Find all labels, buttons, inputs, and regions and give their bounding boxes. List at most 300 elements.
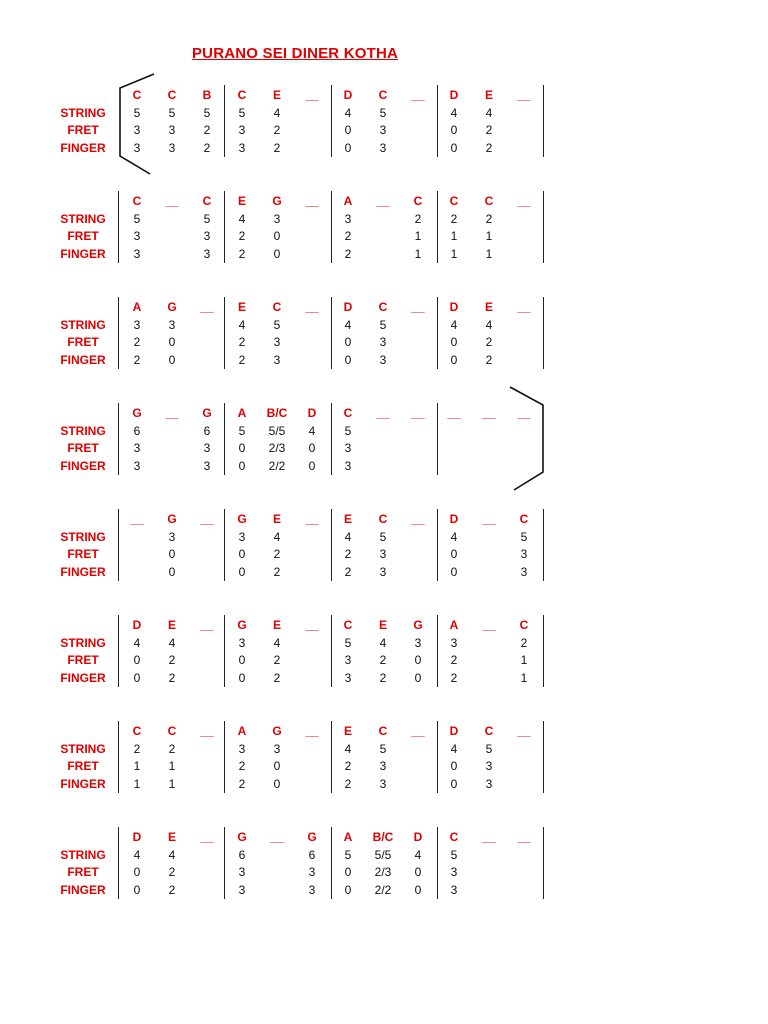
note-cell: C bbox=[519, 512, 529, 526]
row-label-string: STRING bbox=[60, 530, 106, 544]
string-cell: 5 bbox=[379, 742, 387, 756]
fret-cell: 2 bbox=[168, 653, 176, 667]
fret-cell: 2 bbox=[238, 229, 246, 243]
note-cell: E bbox=[484, 88, 493, 102]
string-cell: 3 bbox=[273, 212, 281, 226]
note-cell: E bbox=[343, 512, 352, 526]
finger-cell: 3 bbox=[133, 247, 141, 261]
string-cell: 2 bbox=[133, 742, 141, 756]
note-cell: G bbox=[237, 618, 247, 632]
finger-cell: 1 bbox=[450, 247, 458, 261]
note-cell: C bbox=[132, 724, 142, 738]
note-cell: C bbox=[343, 618, 353, 632]
row-label-fret: FRET bbox=[67, 865, 99, 879]
finger-cell: 2 bbox=[485, 141, 493, 155]
string-cell: 3 bbox=[238, 742, 246, 756]
note-cell: C bbox=[237, 88, 247, 102]
note-cell: __ bbox=[482, 830, 496, 844]
string-cell: 4 bbox=[379, 636, 387, 650]
note-cell: A bbox=[237, 724, 247, 738]
finger-cell: 0 bbox=[133, 883, 141, 897]
note-cell: E bbox=[237, 194, 246, 208]
note-cell: A bbox=[237, 406, 247, 420]
finger-cell: 3 bbox=[344, 459, 352, 473]
tab-system bbox=[0, 530, 768, 685]
fret-cell: 2 bbox=[273, 123, 281, 137]
string-cell: 4 bbox=[273, 530, 281, 544]
row-label-finger: FINGER bbox=[60, 671, 106, 685]
fret-cell: 2 bbox=[379, 653, 387, 667]
note-cell: __ bbox=[517, 88, 531, 102]
fret-cell: 0 bbox=[308, 441, 316, 455]
finger-cell: 0 bbox=[344, 353, 352, 367]
note-cell: __ bbox=[376, 406, 390, 420]
fret-cell: 2/3 bbox=[374, 865, 392, 879]
finger-cell: 2/2 bbox=[374, 883, 392, 897]
fret-cell: 3 bbox=[344, 653, 352, 667]
fret-cell: 0 bbox=[238, 653, 246, 667]
string-cell: 3 bbox=[344, 212, 352, 226]
finger-cell: 0 bbox=[238, 565, 246, 579]
finger-cell: 0 bbox=[344, 141, 352, 155]
finger-cell: 2 bbox=[273, 141, 281, 155]
string-cell: 4 bbox=[450, 318, 458, 332]
string-cell: 3 bbox=[168, 530, 176, 544]
fret-cell: 1 bbox=[485, 229, 493, 243]
tab-system bbox=[0, 318, 768, 473]
note-cell: __ bbox=[482, 512, 496, 526]
note-cell: C bbox=[343, 406, 353, 420]
string-cell: 4 bbox=[344, 742, 352, 756]
note-cell: C bbox=[449, 194, 459, 208]
note-cell: __ bbox=[200, 724, 214, 738]
row-label-string: STRING bbox=[60, 636, 106, 650]
finger-cell: 0 bbox=[414, 883, 422, 897]
string-cell: 6 bbox=[133, 424, 141, 438]
row-label-finger: FINGER bbox=[60, 247, 106, 261]
fret-cell: 2 bbox=[450, 653, 458, 667]
note-cell: A bbox=[343, 830, 353, 844]
string-cell: 5 bbox=[379, 106, 387, 120]
fret-cell: 3 bbox=[379, 335, 387, 349]
string-cell: 6 bbox=[203, 424, 211, 438]
fret-cell: 2 bbox=[485, 335, 493, 349]
row-label-fret: FRET bbox=[67, 229, 99, 243]
row-label-finger: FINGER bbox=[60, 141, 106, 155]
note-cell: __ bbox=[517, 406, 531, 420]
finger-cell: 2 bbox=[238, 247, 246, 261]
string-cell: 4 bbox=[485, 106, 493, 120]
finger-cell: 3 bbox=[450, 883, 458, 897]
note-cell: C bbox=[132, 88, 142, 102]
note-cell: C bbox=[378, 88, 388, 102]
note-cell: __ bbox=[270, 830, 284, 844]
fret-cell: 2 bbox=[203, 123, 211, 137]
note-cell: G bbox=[413, 618, 423, 632]
string-cell: 4 bbox=[238, 318, 246, 332]
string-cell: 4 bbox=[133, 848, 141, 862]
finger-cell: 1 bbox=[485, 247, 493, 261]
note-cell: B/C bbox=[266, 406, 288, 420]
finger-cell: 2 bbox=[203, 141, 211, 155]
string-cell: 4 bbox=[450, 106, 458, 120]
fret-cell: 1 bbox=[520, 653, 528, 667]
fret-cell: 1 bbox=[168, 759, 176, 773]
finger-cell: 0 bbox=[273, 777, 281, 791]
string-cell: 3 bbox=[238, 530, 246, 544]
note-cell: E bbox=[343, 724, 352, 738]
fret-cell: 0 bbox=[450, 759, 458, 773]
fret-cell: 0 bbox=[450, 335, 458, 349]
finger-cell: 0 bbox=[344, 883, 352, 897]
finger-cell: 2 bbox=[168, 883, 176, 897]
row-label-finger: FINGER bbox=[60, 883, 106, 897]
note-cell: G bbox=[167, 512, 177, 526]
finger-cell: 2 bbox=[344, 565, 352, 579]
finger-cell: 0 bbox=[238, 671, 246, 685]
note-cell: C bbox=[519, 618, 529, 632]
fret-cell: 2 bbox=[273, 547, 281, 561]
finger-cell: 3 bbox=[379, 777, 387, 791]
note-cell: E bbox=[167, 830, 176, 844]
string-cell: 4 bbox=[168, 636, 176, 650]
note-cell: __ bbox=[517, 724, 531, 738]
row-label-fret: FRET bbox=[67, 759, 99, 773]
note-cell: D bbox=[343, 88, 353, 102]
note-cell: __ bbox=[305, 300, 319, 314]
string-cell: 5 bbox=[203, 106, 211, 120]
note-cell: E bbox=[272, 512, 281, 526]
note-cell: D bbox=[307, 406, 317, 420]
string-cell: 2 bbox=[168, 742, 176, 756]
note-cell: D bbox=[132, 618, 142, 632]
finger-cell: 3 bbox=[133, 141, 141, 155]
fret-cell: 3 bbox=[379, 547, 387, 561]
fret-cell: 0 bbox=[344, 123, 352, 137]
finger-cell: 3 bbox=[344, 671, 352, 685]
finger-cell: 3 bbox=[203, 247, 211, 261]
fret-cell: 0 bbox=[273, 759, 281, 773]
finger-cell: 2 bbox=[344, 777, 352, 791]
note-cell: C bbox=[378, 724, 388, 738]
row-label-finger: FINGER bbox=[60, 459, 106, 473]
note-cell: __ bbox=[411, 300, 425, 314]
finger-cell: 1 bbox=[414, 247, 422, 261]
fret-cell: 3 bbox=[520, 547, 528, 561]
row-label-string: STRING bbox=[60, 106, 106, 120]
finger-cell: 0 bbox=[273, 247, 281, 261]
note-cell: __ bbox=[305, 724, 319, 738]
finger-cell: 3 bbox=[379, 353, 387, 367]
page-title: PURANO SEI DINER KOTHA bbox=[191, 45, 399, 62]
finger-cell: 0 bbox=[450, 141, 458, 155]
string-cell: 3 bbox=[273, 742, 281, 756]
finger-cell: 2 bbox=[238, 353, 246, 367]
fret-cell: 0 bbox=[168, 335, 176, 349]
finger-cell: 0 bbox=[168, 565, 176, 579]
note-cell: C bbox=[167, 88, 177, 102]
finger-cell: 2 bbox=[238, 777, 246, 791]
fret-cell: 3 bbox=[133, 123, 141, 137]
note-cell: __ bbox=[200, 830, 214, 844]
note-cell: __ bbox=[130, 512, 144, 526]
note-cell: __ bbox=[305, 88, 319, 102]
row-label-string: STRING bbox=[60, 742, 106, 756]
note-cell: C bbox=[202, 194, 212, 208]
fret-cell: 3 bbox=[203, 441, 211, 455]
fret-cell: 0 bbox=[238, 547, 246, 561]
finger-cell: 2 bbox=[168, 671, 176, 685]
string-cell: 5 bbox=[133, 212, 141, 226]
string-cell: 2 bbox=[414, 212, 422, 226]
string-cell: 4 bbox=[344, 530, 352, 544]
note-cell: E bbox=[167, 618, 176, 632]
fret-cell: 2 bbox=[238, 759, 246, 773]
fret-cell: 0 bbox=[273, 229, 281, 243]
finger-cell: 2 bbox=[379, 671, 387, 685]
string-cell: 4 bbox=[168, 848, 176, 862]
fret-cell: 2 bbox=[133, 335, 141, 349]
string-cell: 4 bbox=[344, 106, 352, 120]
fret-cell: 3 bbox=[238, 123, 246, 137]
note-cell: __ bbox=[482, 406, 496, 420]
row-label-string: STRING bbox=[60, 318, 106, 332]
finger-cell: 0 bbox=[133, 671, 141, 685]
fret-cell: 1 bbox=[414, 229, 422, 243]
fret-cell: 3 bbox=[203, 229, 211, 243]
string-cell: 5 bbox=[379, 318, 387, 332]
fret-cell: 3 bbox=[168, 123, 176, 137]
string-cell: 5 bbox=[133, 106, 141, 120]
string-cell: 5 bbox=[273, 318, 281, 332]
note-cell: D bbox=[343, 300, 353, 314]
note-cell: __ bbox=[200, 512, 214, 526]
fret-cell: 3 bbox=[485, 759, 493, 773]
note-cell: G bbox=[132, 406, 142, 420]
bar-line bbox=[543, 827, 544, 899]
string-cell: 4 bbox=[414, 848, 422, 862]
string-cell: 5 bbox=[450, 848, 458, 862]
finger-cell: 0 bbox=[450, 565, 458, 579]
string-cell: 6 bbox=[308, 848, 316, 862]
note-cell: A bbox=[132, 300, 142, 314]
string-cell: 4 bbox=[273, 106, 281, 120]
finger-cell: 3 bbox=[133, 459, 141, 473]
tab-system bbox=[0, 0, 768, 155]
note-cell: C bbox=[167, 724, 177, 738]
fret-cell: 2 bbox=[344, 547, 352, 561]
fret-cell: 1 bbox=[450, 229, 458, 243]
string-cell: 5 bbox=[379, 530, 387, 544]
fret-cell: 3 bbox=[308, 865, 316, 879]
finger-cell: 1 bbox=[133, 777, 141, 791]
note-cell: C bbox=[449, 830, 459, 844]
fret-cell: 2 bbox=[344, 759, 352, 773]
note-cell: D bbox=[449, 512, 459, 526]
finger-cell: 3 bbox=[238, 141, 246, 155]
fret-cell: 2 bbox=[485, 123, 493, 137]
bar-line bbox=[118, 827, 119, 899]
row-label-string: STRING bbox=[60, 848, 106, 862]
finger-cell: 3 bbox=[308, 883, 316, 897]
note-cell: __ bbox=[517, 194, 531, 208]
row-label-fret: FRET bbox=[67, 653, 99, 667]
note-cell: __ bbox=[411, 512, 425, 526]
finger-cell: 3 bbox=[520, 565, 528, 579]
string-cell: 4 bbox=[485, 318, 493, 332]
note-cell: D bbox=[449, 88, 459, 102]
string-cell: 5/5 bbox=[268, 424, 286, 438]
string-cell: 5 bbox=[344, 848, 352, 862]
string-cell: 6 bbox=[238, 848, 246, 862]
string-cell: 3 bbox=[450, 636, 458, 650]
string-cell: 5 bbox=[485, 742, 493, 756]
note-cell: G bbox=[237, 512, 247, 526]
fret-cell: 3 bbox=[238, 865, 246, 879]
note-cell: E bbox=[378, 618, 387, 632]
note-cell: C bbox=[378, 512, 388, 526]
finger-cell: 3 bbox=[203, 459, 211, 473]
note-cell: E bbox=[237, 300, 246, 314]
note-cell: G bbox=[237, 830, 247, 844]
string-cell: 4 bbox=[238, 212, 246, 226]
row-label-fret: FRET bbox=[67, 335, 99, 349]
string-cell: 4 bbox=[450, 742, 458, 756]
string-cell: 3 bbox=[414, 636, 422, 650]
note-cell: __ bbox=[165, 406, 179, 420]
row-label-fret: FRET bbox=[67, 547, 99, 561]
string-cell: 2 bbox=[520, 636, 528, 650]
fret-cell: 3 bbox=[344, 441, 352, 455]
row-label-fret: FRET bbox=[67, 123, 99, 137]
fret-cell: 0 bbox=[414, 865, 422, 879]
note-cell: D bbox=[449, 724, 459, 738]
note-cell: __ bbox=[305, 194, 319, 208]
fret-cell: 2 bbox=[168, 865, 176, 879]
fret-cell: 0 bbox=[450, 547, 458, 561]
string-cell: 3 bbox=[168, 318, 176, 332]
fret-cell: 1 bbox=[133, 759, 141, 773]
note-cell: D bbox=[132, 830, 142, 844]
note-cell: G bbox=[202, 406, 212, 420]
string-cell: 5 bbox=[238, 106, 246, 120]
tab-system bbox=[0, 636, 768, 791]
string-cell: 4 bbox=[273, 636, 281, 650]
fret-cell: 0 bbox=[344, 865, 352, 879]
fret-cell: 3 bbox=[133, 441, 141, 455]
note-cell: C bbox=[272, 300, 282, 314]
finger-cell: 3 bbox=[379, 141, 387, 155]
note-cell: C bbox=[378, 300, 388, 314]
string-cell: 4 bbox=[450, 530, 458, 544]
note-cell: __ bbox=[482, 618, 496, 632]
finger-cell: 2 bbox=[485, 353, 493, 367]
finger-cell: 3 bbox=[238, 883, 246, 897]
finger-cell: 1 bbox=[520, 671, 528, 685]
note-cell: __ bbox=[517, 300, 531, 314]
finger-cell: 3 bbox=[273, 353, 281, 367]
string-cell: 4 bbox=[308, 424, 316, 438]
note-cell: E bbox=[272, 618, 281, 632]
note-cell: __ bbox=[200, 300, 214, 314]
note-cell: C bbox=[413, 194, 423, 208]
fret-cell: 3 bbox=[379, 759, 387, 773]
fret-cell: 2 bbox=[273, 653, 281, 667]
fret-cell: 0 bbox=[450, 123, 458, 137]
string-cell: 5/5 bbox=[374, 848, 392, 862]
note-cell: C bbox=[132, 194, 142, 208]
finger-cell: 0 bbox=[450, 777, 458, 791]
finger-cell: 0 bbox=[450, 353, 458, 367]
tab-system bbox=[0, 424, 768, 579]
fret-cell: 0 bbox=[344, 335, 352, 349]
row-label-fret: FRET bbox=[67, 441, 99, 455]
fret-cell: 3 bbox=[133, 229, 141, 243]
string-cell: 5 bbox=[203, 212, 211, 226]
tab-system bbox=[0, 106, 768, 261]
note-cell: __ bbox=[376, 194, 390, 208]
string-cell: 5 bbox=[520, 530, 528, 544]
string-cell: 3 bbox=[238, 636, 246, 650]
note-cell: G bbox=[307, 830, 317, 844]
note-cell: A bbox=[343, 194, 353, 208]
row-label-string: STRING bbox=[60, 424, 106, 438]
finger-cell: 3 bbox=[485, 777, 493, 791]
note-cell: A bbox=[449, 618, 459, 632]
fret-cell: 3 bbox=[273, 335, 281, 349]
string-cell: 3 bbox=[133, 318, 141, 332]
finger-cell: 2 bbox=[133, 353, 141, 367]
note-cell: __ bbox=[305, 512, 319, 526]
finger-cell: 2 bbox=[450, 671, 458, 685]
finger-cell: 3 bbox=[168, 141, 176, 155]
finger-cell: 0 bbox=[308, 459, 316, 473]
fret-cell: 0 bbox=[238, 441, 246, 455]
note-cell: __ bbox=[305, 618, 319, 632]
note-cell: C bbox=[484, 724, 494, 738]
note-cell: __ bbox=[411, 724, 425, 738]
note-cell: __ bbox=[411, 406, 425, 420]
tab-system bbox=[0, 742, 768, 897]
bar-line bbox=[224, 827, 225, 899]
fret-cell: 3 bbox=[450, 865, 458, 879]
string-cell: 5 bbox=[344, 424, 352, 438]
note-cell: B bbox=[202, 88, 212, 102]
note-cell: D bbox=[449, 300, 459, 314]
note-cell: G bbox=[167, 300, 177, 314]
fret-cell: 2 bbox=[238, 335, 246, 349]
finger-cell: 2 bbox=[273, 671, 281, 685]
note-cell: G bbox=[272, 194, 282, 208]
note-cell: __ bbox=[447, 406, 461, 420]
string-cell: 5 bbox=[344, 636, 352, 650]
string-cell: 5 bbox=[168, 106, 176, 120]
string-cell: 5 bbox=[238, 424, 246, 438]
finger-cell: 2 bbox=[344, 247, 352, 261]
tab-system bbox=[0, 212, 768, 367]
fret-cell: 2/3 bbox=[268, 441, 286, 455]
row-label-finger: FINGER bbox=[60, 565, 106, 579]
fret-cell: 3 bbox=[379, 123, 387, 137]
finger-cell: 2/2 bbox=[268, 459, 286, 473]
fret-cell: 0 bbox=[414, 653, 422, 667]
note-cell: C bbox=[484, 194, 494, 208]
fret-cell: 2 bbox=[344, 229, 352, 243]
finger-cell: 0 bbox=[238, 459, 246, 473]
finger-cell: 2 bbox=[273, 565, 281, 579]
note-cell: E bbox=[272, 88, 281, 102]
fret-cell: 0 bbox=[133, 865, 141, 879]
